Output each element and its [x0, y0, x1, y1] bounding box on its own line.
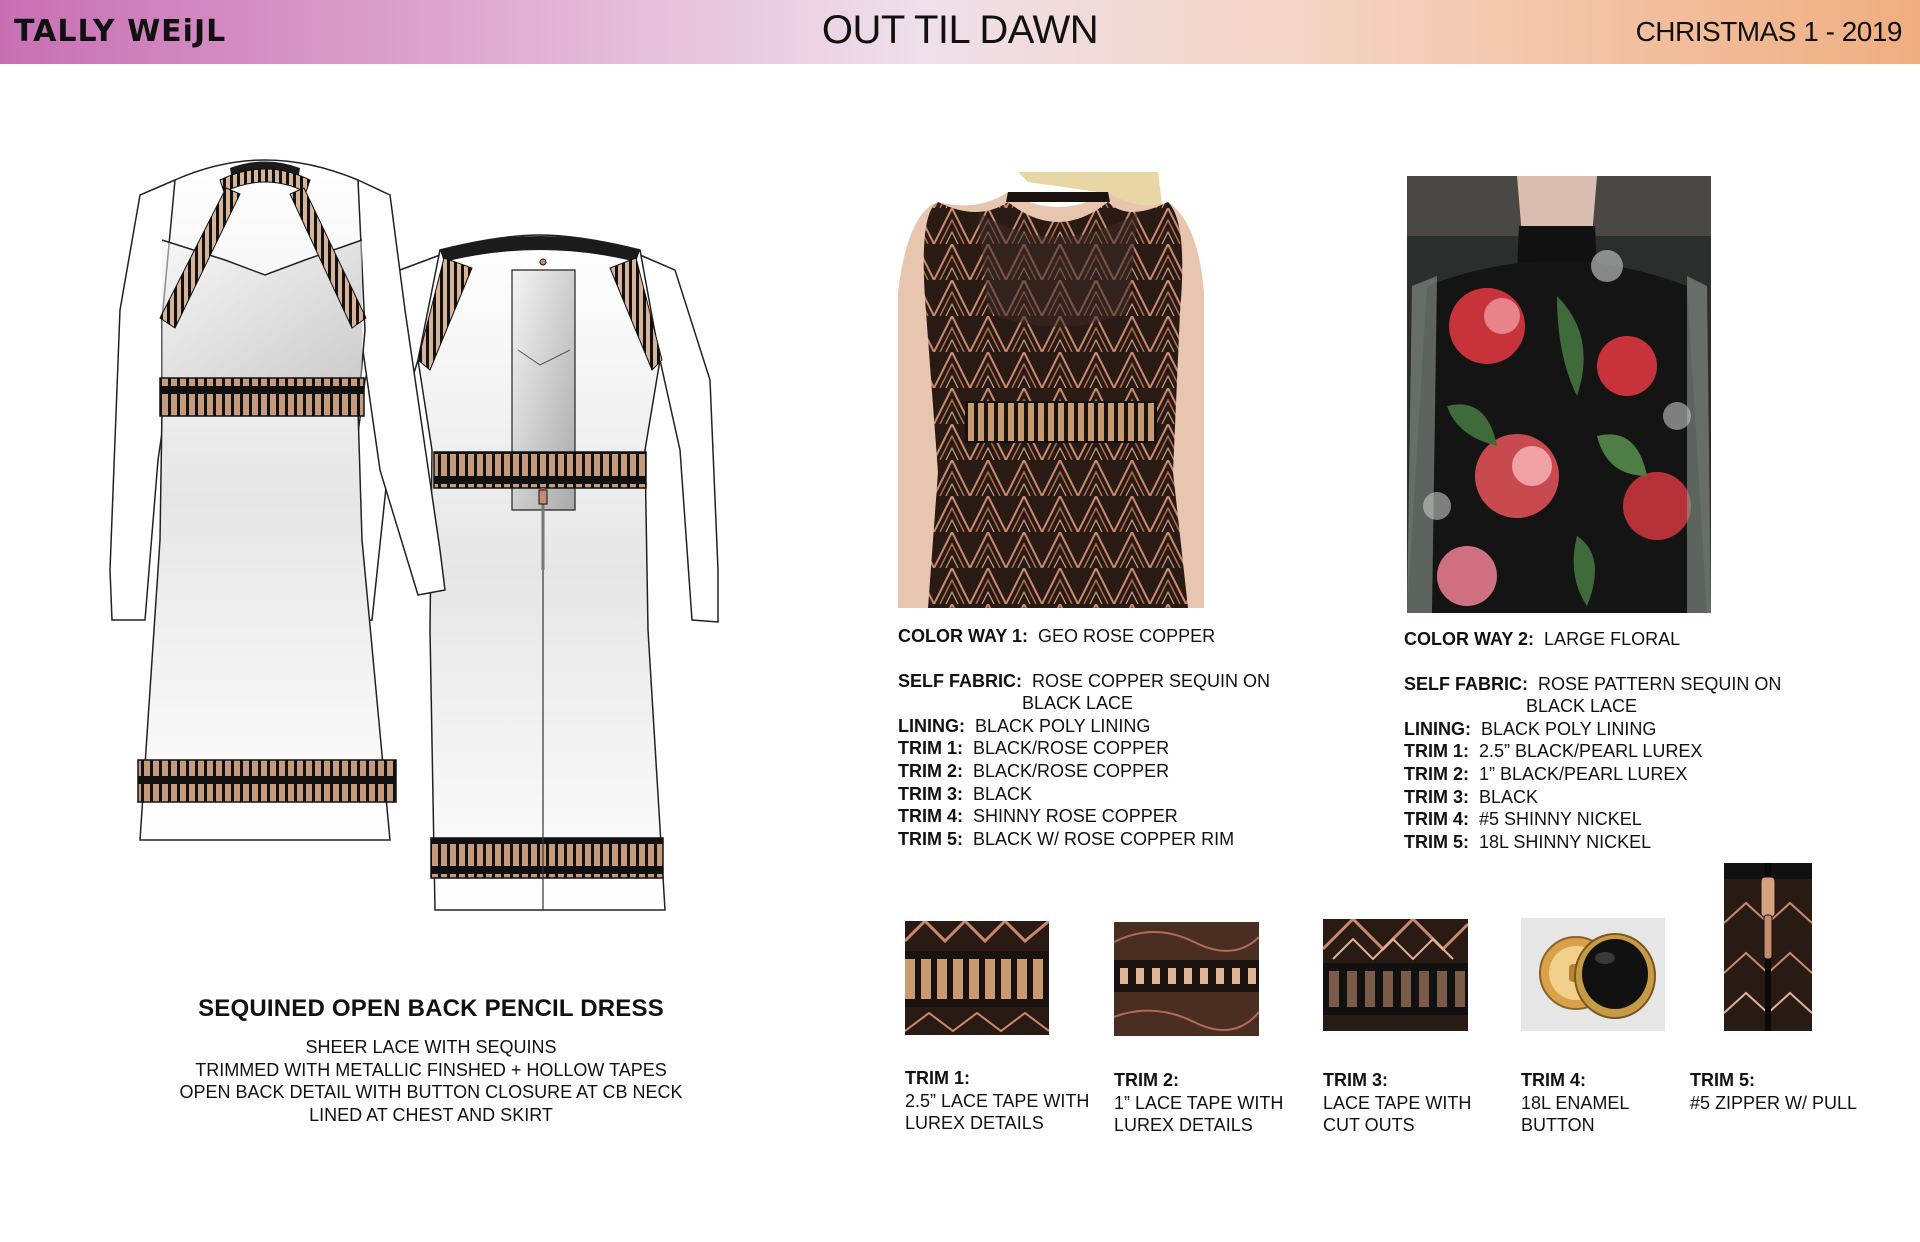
- colorway-label: COLOR WAY 1:: [898, 626, 1029, 646]
- trim-value: BLACK/ROSE COPPER: [973, 738, 1170, 759]
- colorway-2-spec: [1404, 628, 1781, 853]
- trim-card-title: TRIM 2:: [1114, 1070, 1179, 1090]
- trim-label: TRIM 5:: [1404, 831, 1469, 852]
- season-label: CHRISTMAS 1 - 2019: [1635, 16, 1902, 47]
- self-fabric-label: SELF FABRIC:: [1404, 673, 1528, 694]
- trim-card-4: [1521, 1069, 1629, 1137]
- lining-value: BLACK POLY LINING: [975, 715, 1151, 736]
- style-description-line: TRIMMED WITH METALLIC FINSHED + HOLLOW TAPES: [195, 1059, 667, 1080]
- header-bar: [0, 0, 1920, 64]
- self-fabric-value: ROSE PATTERN SEQUIN ON: [1538, 673, 1782, 694]
- style-description-line: SHEER LACE WITH SEQUINS: [305, 1037, 557, 1057]
- trim-value: 1” BLACK/PEARL LUREX: [1479, 763, 1688, 784]
- trim-card-desc: #5 ZIPPER W/ PULL: [1690, 1092, 1858, 1113]
- colorway-value: GEO ROSE COPPER: [1038, 626, 1216, 646]
- trim-card-desc: 1” LACE TAPE WITH: [1114, 1092, 1284, 1113]
- trim-card-title: TRIM 3:: [1323, 1070, 1388, 1090]
- trim-card-title: TRIM 4:: [1521, 1070, 1586, 1090]
- colorway-1-spec: [898, 625, 1270, 850]
- lining-label: LINING:: [1404, 718, 1471, 739]
- trim-card-desc: CUT OUTS: [1323, 1115, 1415, 1135]
- trim-card-desc: 2.5” LACE TAPE WITH: [905, 1090, 1090, 1111]
- trim-card-5: [1690, 1069, 1857, 1114]
- self-fabric-label: SELF FABRIC:: [898, 670, 1022, 691]
- trim-value: BLACK W/ ROSE COPPER RIM: [973, 828, 1235, 849]
- trim-3-swatch: [1323, 919, 1468, 1031]
- style-description-line: LINED AT CHEST AND SKIRT: [309, 1104, 553, 1125]
- brand-logo: TALLY WEiJL: [14, 14, 227, 49]
- trim-label: TRIM 1:: [1404, 741, 1469, 762]
- trim-value: BLACK/ROSE COPPER: [973, 760, 1170, 781]
- dress-technical-sketch: [100, 150, 740, 930]
- trim-value: SHINNY ROSE COPPER: [973, 806, 1178, 827]
- self-fabric-value: ROSE COPPER SEQUIN ON: [1032, 670, 1271, 691]
- trim-value: 2.5” BLACK/PEARL LUREX: [1479, 741, 1703, 762]
- trim-value: BLACK: [1479, 786, 1539, 807]
- trim-label: TRIM 1:: [898, 738, 963, 759]
- trim-label: TRIM 3:: [898, 783, 963, 804]
- style-description-line: OPEN BACK DETAIL WITH BUTTON CLOSURE AT CB NECK: [179, 1082, 683, 1102]
- trim-label: TRIM 3:: [1404, 786, 1469, 807]
- self-fabric-value-2: BLACK LACE: [1022, 693, 1134, 714]
- trim-card-desc: LUREX DETAILS: [905, 1113, 1044, 1133]
- front-view: [110, 160, 445, 840]
- trim-label: TRIM 4:: [1404, 809, 1469, 830]
- trim-card-1: [905, 1067, 1089, 1135]
- self-fabric-value-2: BLACK LACE: [1526, 696, 1638, 717]
- trim-value: #5 SHINNY NICKEL: [1479, 809, 1642, 830]
- lining-label: LINING:: [898, 715, 965, 736]
- style-title: SEQUINED OPEN BACK PENCIL DRESS: [198, 995, 664, 1022]
- trim-card-2: [1114, 1069, 1283, 1137]
- colorway-2-photo: [1407, 176, 1711, 613]
- colorway-1-photo: [898, 172, 1204, 608]
- trim-card-desc: BUTTON: [1521, 1115, 1595, 1135]
- lining-value: BLACK POLY LINING: [1481, 718, 1657, 739]
- trim-2-swatch: [1114, 922, 1259, 1036]
- trim-card-desc: LUREX DETAILS: [1114, 1115, 1253, 1135]
- colorway-label: COLOR WAY 2:: [1404, 629, 1535, 649]
- trim-label: TRIM 5:: [898, 828, 963, 849]
- trim-card-3: [1323, 1069, 1471, 1137]
- trim-1-swatch: [905, 921, 1049, 1035]
- trim-card-desc: LACE TAPE WITH: [1323, 1092, 1472, 1113]
- trim-value: BLACK: [973, 783, 1033, 804]
- trim-label: TRIM 2:: [898, 760, 963, 781]
- style-description: [0, 1036, 862, 1126]
- trim-label: TRIM 4:: [898, 806, 963, 827]
- trim-card-desc: 18L ENAMEL: [1521, 1092, 1630, 1113]
- trim-card-title: TRIM 1:: [905, 1068, 970, 1088]
- trim-value: 18L SHINNY NICKEL: [1479, 831, 1652, 852]
- trim-5-swatch: [1724, 863, 1812, 1031]
- colorway-value: LARGE FLORAL: [1544, 629, 1681, 649]
- collection-title: OUT TIL DAWN: [821, 8, 1099, 52]
- trim-card-title: TRIM 5:: [1690, 1070, 1755, 1090]
- trim-label: TRIM 2:: [1404, 763, 1469, 784]
- trim-4-swatch: [1521, 918, 1665, 1031]
